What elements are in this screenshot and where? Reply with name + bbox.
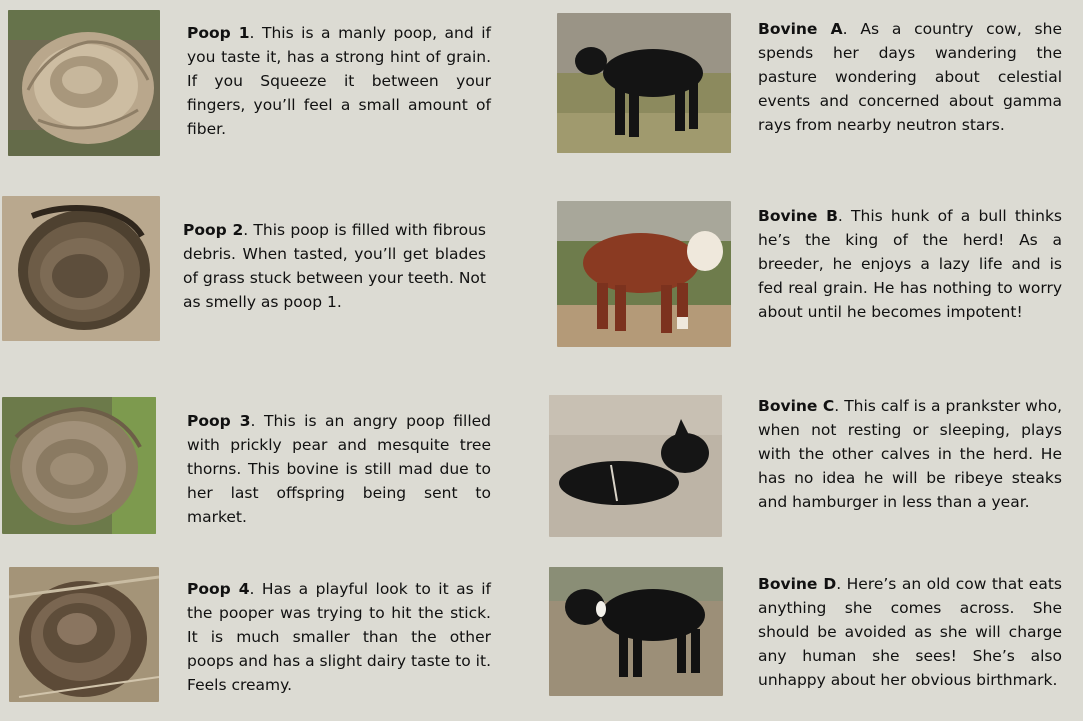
bovine-c-photo: [549, 395, 722, 537]
bovine-a-text: . As a country cow, she spends her days wandering the pasture wondering about celestial events and concerned about gamma rays from nearby neutron stars.: [758, 20, 1062, 134]
poop-3-title: Poop 3: [187, 412, 251, 430]
poop-3-photo: [2, 397, 156, 534]
poop-1-caption: [187, 21, 491, 141]
bovine-b-caption: [758, 204, 1062, 324]
bovine-d-photo: [549, 567, 723, 696]
poop-2-photo: [2, 196, 160, 341]
bovine-d-title: Bovine D: [758, 575, 837, 593]
poop-2-caption: [183, 218, 486, 314]
bovine-c-title: Bovine C: [758, 397, 835, 415]
bovine-c-caption: [758, 394, 1062, 514]
poop-1-text: . This is a manly poop, and if you taste it, has a strong hint of grain. If you Squeeze it between your fingers, you’ll feel a small amount of fiber.: [187, 24, 491, 138]
poop-4-photo: [9, 567, 159, 702]
poop-2-title: Poop 2: [183, 221, 244, 239]
poop-4-title: Poop 4: [187, 580, 250, 598]
bovine-b-title: Bovine B: [758, 207, 838, 225]
bovine-b-photo: [557, 201, 731, 347]
poop-3-caption: [187, 409, 491, 529]
bovine-a-photo: [557, 13, 731, 153]
poop-1-photo: [8, 10, 160, 156]
poop-4-caption: [187, 577, 491, 697]
bovine-a-caption: [758, 17, 1062, 137]
poop-4-text: . Has a playful look to it as if the pooper was trying to hit the stick. It is much smaller than the other poops and has a slight dairy taste to it. Feels creamy.: [187, 580, 491, 694]
bovine-a-title: Bovine A: [758, 20, 843, 38]
bovine-d-caption: [758, 572, 1062, 692]
poop-2-text: . This poop is filled with fibrous debris. When tasted, you’ll get blades of grass stuck between your teeth. Not as smelly as poop 1.: [183, 221, 487, 311]
bovine-b-text: . This hunk of a bull thinks he’s the king of the herd! As a breeder, he enjoys a lazy life and is fed real grain. He has nothing to worry about until he becomes impotent!: [758, 207, 1063, 321]
bovine-c-text: . This calf is a prankster who, when not resting or sleeping, plays with the other calves in the herd. He has no idea he will be ribeye steaks and hamburger in less than a year.: [758, 397, 1063, 511]
bovine-d-text: . Here’s an old cow that eats anything she comes across. She should be avoided as she will charge any human she sees! She’s also unhappy about her obvious birthmark.: [758, 575, 1062, 689]
poop-3-text: . This is an angry poop filled with prickly pear and mesquite tree thorns. This bovine is still mad due to her last offspring being sent to market.: [187, 412, 492, 526]
poop-1-title: Poop 1: [187, 24, 250, 42]
